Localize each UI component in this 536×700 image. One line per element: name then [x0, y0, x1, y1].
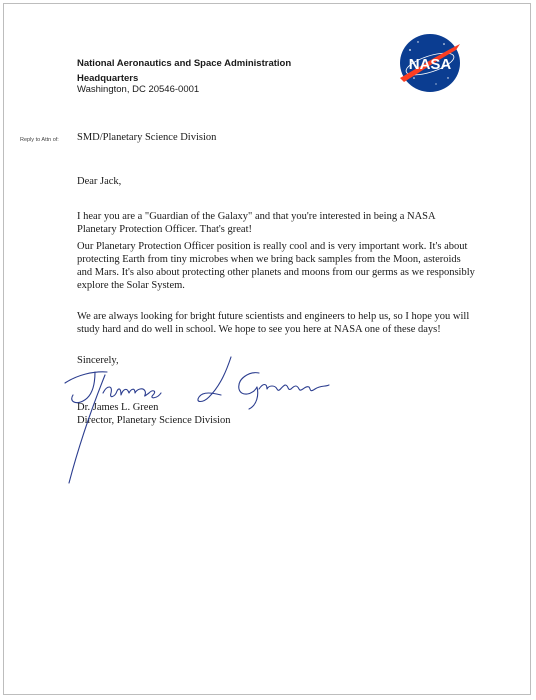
reply-attn-label: Reply to Attn of: [20, 137, 59, 143]
nasa-meatball-logo-icon [396, 32, 464, 94]
paragraph-2: Our Planetary Protection Officer position is really cool and is very important work. It's about protecting Earth from tiny microbes when we bring back samples from the Moon, asteroids and Mars. It's also about protecting other planets and moons from our germs as we responsibly explore the Solar System. [77, 241, 475, 291]
reply-attn-value: SMD/Planetary Science Division [77, 132, 217, 143]
office-address: Washington, DC 20546-0001 [77, 84, 200, 95]
salutation: Dear Jack, [77, 176, 122, 187]
paragraph-1: I hear you are a "Guardian of the Galaxy" and that you're interested in being a NASA Planetary Protection Officer. That's great! [77, 211, 436, 235]
closing: Sincerely, [77, 355, 119, 366]
agency-name: National Aeronautics and Space Administration [77, 58, 292, 69]
logo-text: NASA [408, 56, 452, 73]
signatory-title: Director, Planetary Science Division [77, 415, 231, 426]
paragraph-3: We are always looking for bright future scientists and engineers to help us, so I hope you will study hard and do well in school. We hope to see you here at NASA one of these days! [77, 311, 470, 335]
page-border [3, 3, 531, 695]
office-name: Headquarters [77, 73, 139, 84]
signatory-name: Dr. James L. Green [77, 402, 159, 413]
